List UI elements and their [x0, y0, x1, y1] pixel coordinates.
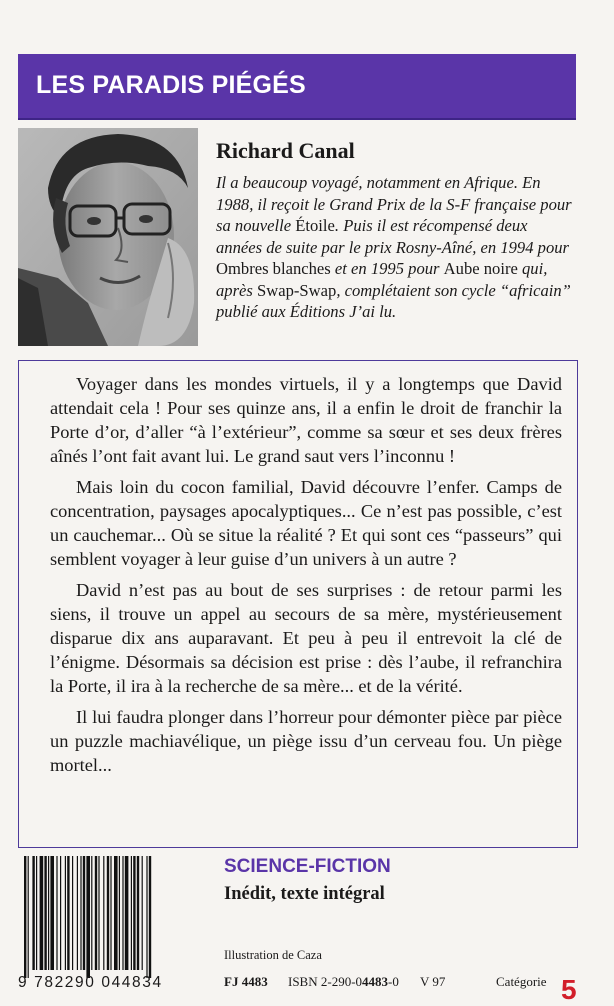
bio-segment: Étoile [295, 216, 335, 235]
barcode-bar [32, 856, 34, 970]
barcode-bar [146, 856, 147, 978]
author-bio [216, 172, 576, 323]
bio-segment: Ombres blanches [216, 259, 331, 278]
barcode-bar [65, 856, 66, 970]
bio-segment: Il a beaucoup voyagé, notamment en Afrique. En 1988, il reçoit le Grand Prix de la S-F française pour sa nouvelle [216, 173, 572, 235]
author-photo [18, 128, 198, 346]
barcode-bar [149, 856, 151, 978]
barcode-bar [114, 856, 118, 970]
illustrator-credit: Illustration de Caza [224, 948, 322, 962]
barcode-bar [119, 856, 120, 970]
barcode-bar [91, 856, 92, 970]
isbn-bold-part: 4483 [362, 974, 389, 989]
version-code: V 97 [420, 974, 446, 989]
category-number: 5 [561, 974, 577, 1005]
barcode-bar [86, 856, 90, 978]
barcode-bar [72, 856, 73, 970]
bio-segment: qui, après [216, 259, 548, 300]
barcode-bar [60, 856, 61, 970]
barcode-bar [28, 856, 29, 978]
book-title: LES PARADIS PIÉGÉS [36, 71, 306, 99]
catalog-code: FJ 4483 [224, 974, 268, 989]
barcode-bars [18, 856, 204, 978]
barcode-bar [36, 856, 37, 970]
barcode-bar [137, 856, 139, 970]
barcode-bar [133, 856, 135, 970]
bio-segment: et en 1995 pour [330, 259, 444, 278]
barcode-bar [103, 856, 104, 970]
barcode-bar [125, 856, 129, 970]
barcode-bar [40, 856, 44, 970]
edition-note: Inédit, texte intégral [224, 884, 385, 904]
barcode-bar [50, 856, 54, 970]
book-summary [50, 372, 562, 784]
barcode-bar [122, 856, 123, 970]
summary-paragraph: Mais loin du cocon familial, David découvre l’enfer. Camps de concentration, paysages apocalyptiques... Ce n’est pas possible, c’est un cauchemar... Où se situe la réalité ? Et qui sont ces “passeurs” qui semblent voyager à leur guise d’un univers à un autre ? [50, 477, 562, 569]
bio-segment: , complétaient son cycle “africain” publié aux Éditions J’ai lu. [216, 280, 571, 321]
author-name: Richard Canal [216, 138, 355, 163]
barcode-bar [80, 856, 81, 970]
bio-segment: Swap-Swap [257, 280, 337, 300]
isbn-prefix: ISBN 2-290-0 [288, 974, 363, 989]
barcode-bar [83, 856, 85, 970]
summary-paragraph: Voyager dans les mondes virtuels, il y a longtemps que David attendait cela ! Pour ses quinze ans, il a enfin le droit de franchir la Porte d’or, d’aller “à l’extérieur”, comme sa sœur et ses deux frères aînés l’ont fait avant lui. Le grand saut vers l’inconnu ! [50, 374, 562, 466]
barcode-bar [56, 856, 57, 970]
barcode-bar [110, 856, 111, 970]
reference-line [224, 974, 584, 1005]
barcode-bar [95, 856, 97, 970]
bio-segment: . Puis il est récompensé deux années de suite par le prix Rosny-Aîné, en 1994 pour [216, 216, 570, 257]
category-label: Catégorie [496, 974, 547, 989]
barcode-bar [67, 856, 69, 970]
barcode-bar [77, 856, 78, 970]
summary-paragraph: Il lui faudra plonger dans l’horreur pour démonter pièce par pièce un puzzle machiavélique, un piège issu d’un cerveau fou. Un piège mortel... [50, 707, 562, 775]
barcode-bar [142, 856, 143, 970]
barcode-bar [131, 856, 132, 970]
barcode-digits: 9 782290 044834 [18, 974, 163, 991]
barcode-bar [44, 856, 46, 970]
author-portrait-image [18, 128, 198, 346]
isbn-suffix: -0 [388, 974, 399, 989]
isbn [288, 974, 399, 990]
barcode-bar [107, 856, 109, 970]
barcode-bar [24, 856, 26, 978]
bio-segment: Aube noire [443, 259, 518, 278]
barcode-bar [48, 856, 49, 970]
barcode [18, 856, 204, 991]
genre-label: SCIENCE-FICTION [224, 856, 391, 877]
barcode-bar [98, 856, 99, 970]
title-banner [18, 54, 576, 120]
summary-paragraph: David n’est pas au bout de ses surprises : de retour parmi les siens, il trouve un appel au secours de sa mère, mystérieusement disparue dix ans auparavant. Et peu à peu il entrevoit la clé de l’énigme. Désormais sa décision est prise : dès l’aube, il refranchira la Porte, il ira à la recherche de sa mère... et de la vérité. [50, 580, 562, 696]
